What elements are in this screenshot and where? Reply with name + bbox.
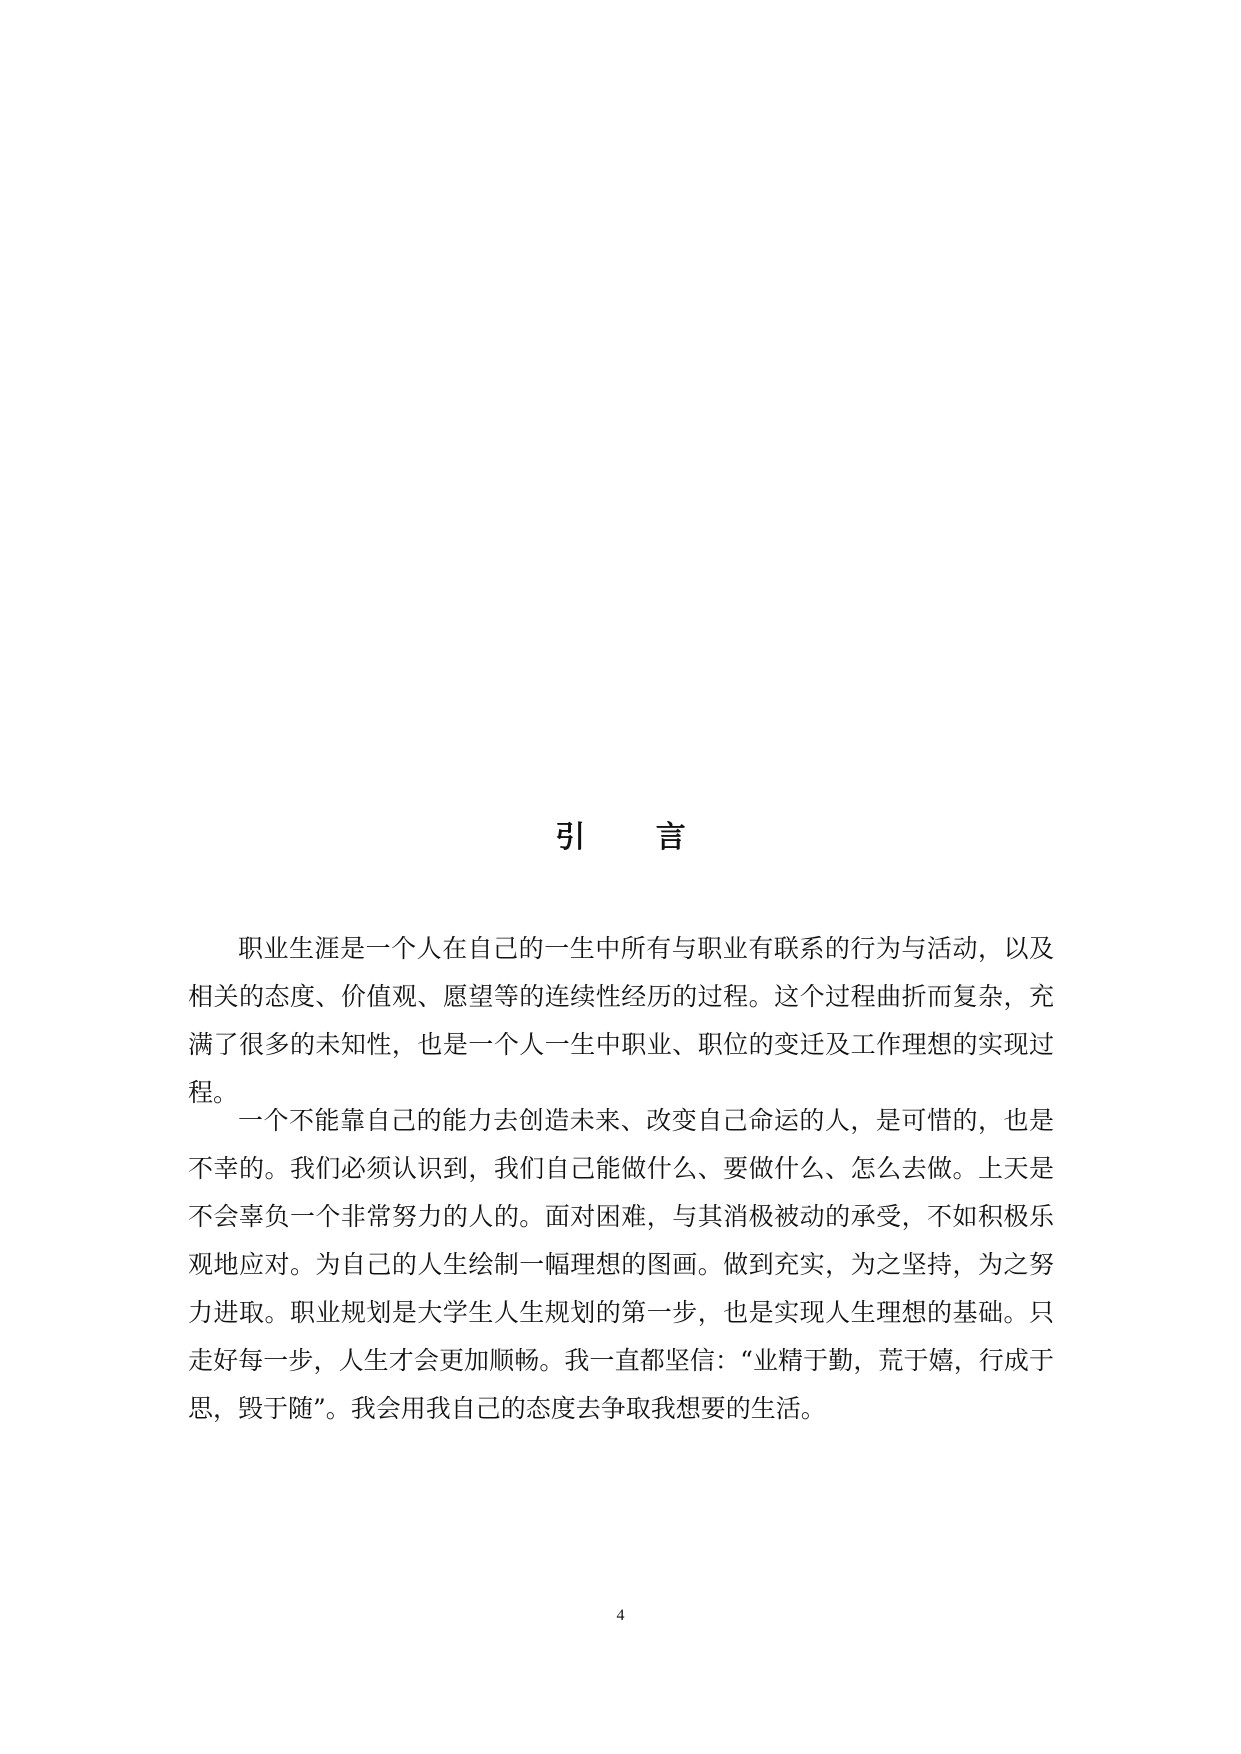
paragraph-text: 职业生涯是一个人在自己的一生中所有与职业有联系的行为与活动，以及相关的态度、价值观、愿望等的连续性经历的过程。这个过程曲折而复杂，充满了很多的未知性，也是一个人一生中职业、职位的变迁及工作理想的实现过程。: [188, 934, 1054, 1107]
paragraph-1: [188, 925, 1054, 1117]
paragraph-text: 一个不能靠自己的能力去创造未来、改变自己命运的人，是可惜的，也是不幸的。我们必须认识到，我们自己能做什么、要做什么、怎么去做。上天是不会辜负一个非常努力的人的。面对困难，与其消极被动的承受，不如积极乐观地应对。为自己的人生绘制一幅理想的图画。做到充实，为之坚持，为之努力进取。职业规划是大学生人生规划的第一步，也是实现人生理想的基础。只走好每一步，人生才会更加顺畅。我一直都坚信：“业精于勤，荒于嬉，行成于思，毁于随”。我会用我自己的态度去争取我想要的生活。: [188, 1106, 1054, 1423]
paragraph-2: [188, 1097, 1054, 1433]
section-heading: 引 言: [555, 820, 716, 855]
page-number: 4: [616, 1607, 625, 1624]
